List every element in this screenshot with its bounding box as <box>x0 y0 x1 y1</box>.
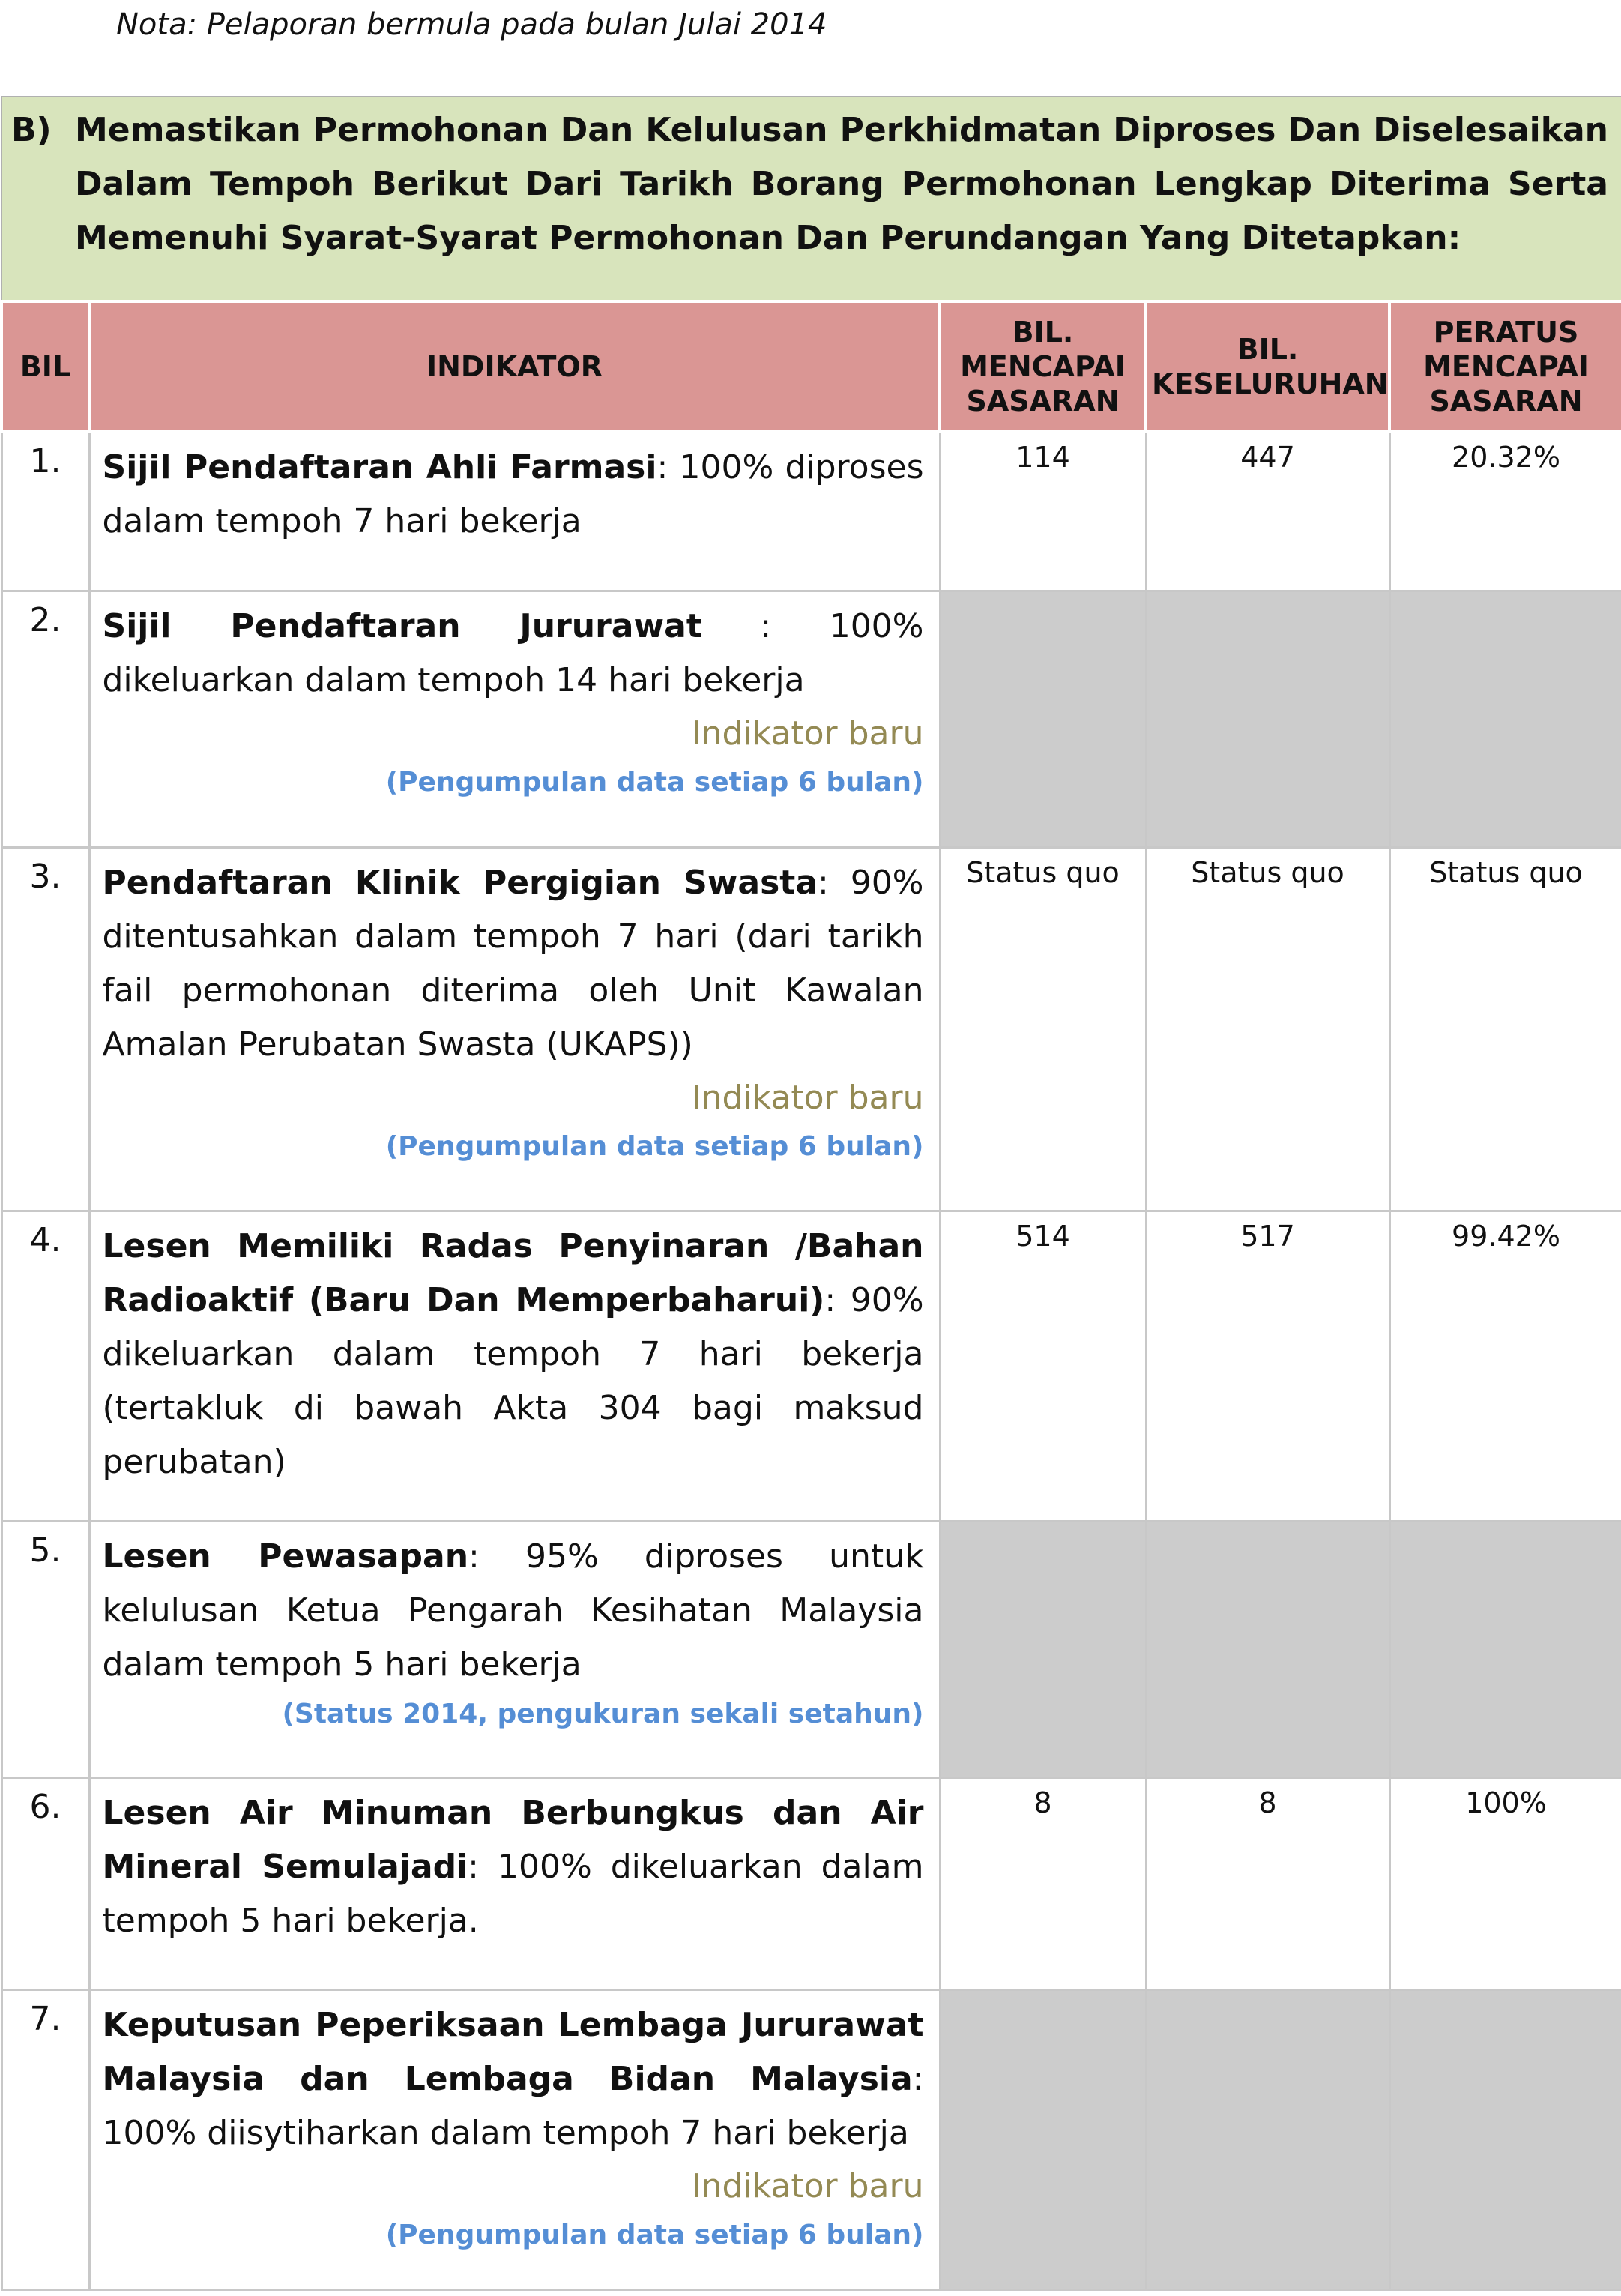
data-collection-note: (Status 2014, pengukuran sekali setahun) <box>282 1698 924 1729</box>
table-row <box>1 432 1621 591</box>
indicator-cell <box>89 1521 940 1777</box>
table-row <box>1 1521 1621 1777</box>
value-bil-mencapai: 8 <box>940 1777 1146 1989</box>
value-bil-keseluruhan: 8 <box>1146 1777 1389 1989</box>
row-number: 4. <box>1 1211 89 1521</box>
indicator-cell <box>89 591 940 847</box>
indicator-title: Keputusan Peperiksaan Lembaga Jururawat Malaysia dan Lembaga Bidan Malaysia <box>102 2005 924 2098</box>
value-bil-keseluruhan <box>1146 1989 1389 2289</box>
section-header <box>1 97 1621 301</box>
indicator-description: : 100% diisytiharkan dalam tempoh 7 hari bekerja <box>102 2059 924 2152</box>
table-row <box>1 1777 1621 1989</box>
indicator-title: Sijil Pendaftaran Jururawat <box>102 606 702 645</box>
header-indikator: INDIKATOR <box>89 301 940 432</box>
indicator-title: Pendaftaran Klinik Pergigian Swasta <box>102 863 818 902</box>
value-bil-keseluruhan: 447 <box>1146 432 1389 591</box>
indicator-text <box>103 1220 924 1489</box>
value-bil-mencapai <box>940 1989 1146 2289</box>
indicator-title: Lesen Pewasapan <box>102 1537 469 1576</box>
data-collection-note: (Pengumpulan data setiap 6 bulan) <box>385 766 924 798</box>
data-collection-note: (Pengumpulan data setiap 6 bulan) <box>385 2219 924 2250</box>
value-bil-mencapai <box>940 591 1146 847</box>
header-bil-mencapai: BIL. MENCAPAI SASARAN <box>940 301 1146 432</box>
indicator-description: : 100% diproses dalam tempoh 7 hari bekerja <box>102 448 924 540</box>
row-number: 5. <box>1 1521 89 1777</box>
indicator-cell <box>89 1777 940 1989</box>
section-title: Memastikan Permohonan Dan Kelulusan Perkhidmatan Diproses Dan Diselesaikan Dalam Tempoh Berikut Dari Tarikh Borang Permohonan Lengkap Diterima Serta Memenuhi Syarat-Syarat Permohonan Dan Perundangan Yang Ditetapkan: <box>75 111 1609 257</box>
value-peratus <box>1389 1989 1621 2289</box>
value-peratus: 100% <box>1389 1777 1621 1989</box>
section-letter: B) <box>11 111 52 149</box>
table-row <box>1 847 1621 1211</box>
table-row <box>1 1989 1621 2289</box>
value-bil-mencapai: Status quo <box>940 847 1146 1211</box>
table-row <box>1 1211 1621 1521</box>
indicator-text <box>103 600 924 708</box>
row-number: 6. <box>1 1777 89 1989</box>
indicator-cell <box>89 1211 940 1521</box>
value-bil-keseluruhan <box>1146 591 1389 847</box>
indicator-title: Lesen Air Minuman Berbungkus dan Air Mineral Semulajadi <box>102 1793 924 1886</box>
indicator-text <box>103 1998 924 2160</box>
indicator-text <box>103 1786 924 1948</box>
value-peratus <box>1389 1521 1621 1777</box>
section-header-row <box>1 97 1621 301</box>
new-indicator-label: Indikator baru <box>691 1078 924 1117</box>
table-row <box>1 591 1621 847</box>
value-peratus: 99.42% <box>1389 1211 1621 1521</box>
indicator-description: : 95% diproses untuk kelulusan Ketua Pengarah Kesihatan Malaysia dalam tempoh 5 hari bekerja <box>102 1537 924 1684</box>
value-bil-keseluruhan <box>1146 1521 1389 1777</box>
value-peratus: Status quo <box>1389 847 1621 1211</box>
indicator-description: : 100% dikeluarkan dalam tempoh 5 hari bekerja. <box>102 1847 924 1940</box>
value-peratus <box>1389 591 1621 847</box>
indicator-table <box>0 96 1621 2291</box>
indicator-title: Sijil Pendaftaran Ahli Farmasi <box>102 448 657 486</box>
indicator-cell <box>89 847 940 1211</box>
header-bil-keseluruhan: BIL. KESELURUHAN <box>1146 301 1389 432</box>
indicator-cell <box>89 1989 940 2289</box>
column-header-row <box>1 301 1621 432</box>
indicator-text <box>103 856 924 1072</box>
indicator-text <box>103 441 924 549</box>
data-collection-note: (Pengumpulan data setiap 6 bulan) <box>385 1130 924 1162</box>
value-bil-mencapai: 514 <box>940 1211 1146 1521</box>
value-bil-keseluruhan: 517 <box>1146 1211 1389 1521</box>
footnote: Nota: Pelaporan bermula pada bulan Julai 2014 <box>116 7 827 42</box>
header-bil: BIL <box>1 301 89 432</box>
row-number: 7. <box>1 1989 89 2289</box>
value-bil-mencapai: 114 <box>940 432 1146 591</box>
indicator-description: : 90% dikeluarkan dalam tempoh 7 hari bekerja (tertakluk di bawah Akta 304 bagi maksud perubatan) <box>102 1280 924 1481</box>
value-bil-keseluruhan: Status quo <box>1146 847 1389 1211</box>
indicator-cell <box>89 432 940 591</box>
indicator-text <box>103 1530 924 1692</box>
row-number: 2. <box>1 591 89 847</box>
value-peratus: 20.32% <box>1389 432 1621 591</box>
row-number: 1. <box>1 432 89 591</box>
new-indicator-label: Indikator baru <box>691 714 924 753</box>
row-number: 3. <box>1 847 89 1211</box>
indicator-description: : 90% ditentusahkan dalam tempoh 7 hari (dari tarikh fail permohonan diterima oleh Unit Kawalan Amalan Perubatan Swasta (UKAPS)) <box>102 863 924 1064</box>
indicator-description: : 100% dikeluarkan dalam tempoh 14 hari bekerja <box>102 606 924 699</box>
new-indicator-label: Indikator baru <box>691 2166 924 2205</box>
header-peratus: PERATUS MENCAPAI SASARAN <box>1389 301 1621 432</box>
value-bil-mencapai <box>940 1521 1146 1777</box>
indicator-title: Lesen Memiliki Radas Penyinaran /Bahan Radioaktif (Baru Dan Memperbaharui) <box>102 1226 924 1319</box>
